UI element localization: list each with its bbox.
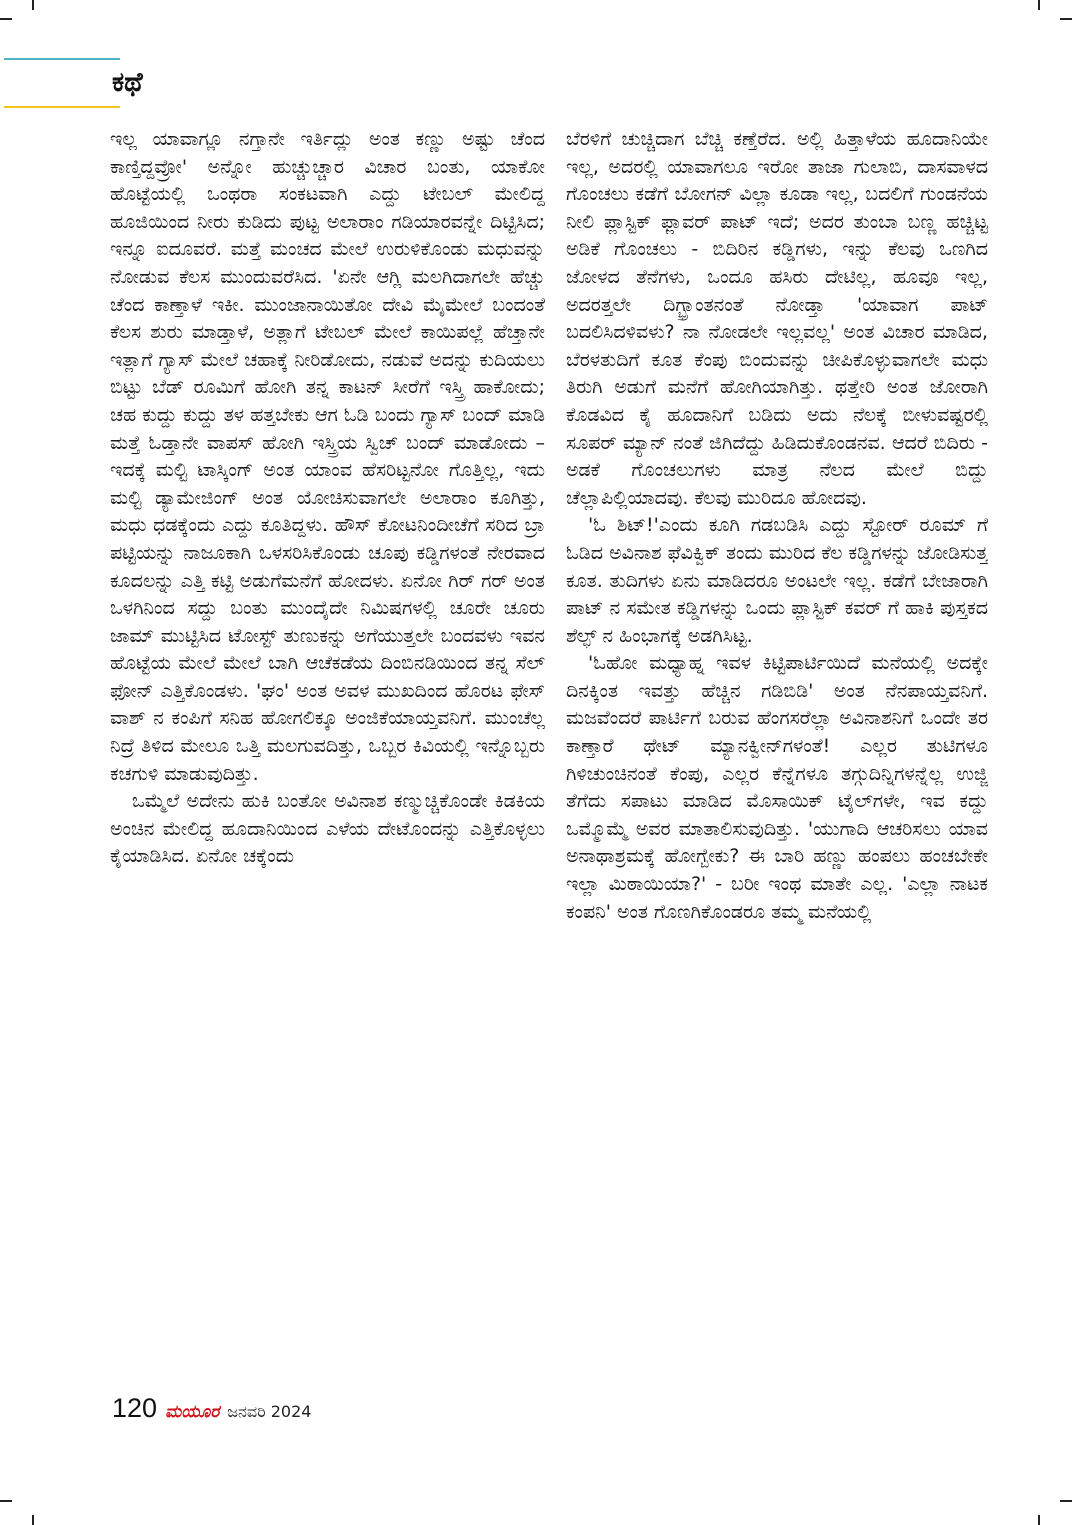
article-paragraph: 'ಓ ಶಿಟ್!'ಎಂದು ಕೂಗಿ ಗಡಬಡಿಸಿ ಎದ್ದು ಸ್ಟೋರ್ ರೂಮ್ ಗೆ ಓಡಿದ ಅವಿನಾಶ ಫೆವಿಕ್ವಿಕ್ ತಂದು ಮುರಿದ ಕೆಲ ಕಡ್ಡಿಗಳನ್ನು ಜೋಡಿಸುತ್ತ ಕೂತ. ತುದಿಗಳು ಏನು ಮಾಡಿದರೂ ಅಂಟಲೇ ಇಲ್ಲ. ಕಡೆಗೆ ಬೇಜಾರಾಗಿ ಪಾಟ್ ನ ಸಮೇತ ಕಡ್ಡಿಗಳನ್ನು ಒಂದು ಪ್ಲಾಸ್ಟಿಕ್ ಕವರ್ ಗೆ ಹಾಕಿ ಪುಸ್ತಕದ ಶೆಲ್ಫ್ ನ ಹಿಂಭಾಗಕ್ಕೆ ಅಡಗಿಸಿಟ್ಟ. xyxy=(566,514,988,647)
section-title: ಕಥೆ xyxy=(112,67,143,98)
crop-mark xyxy=(1038,0,1040,10)
crop-mark xyxy=(1038,1515,1040,1525)
article-paragraph: 'ಓಹೋ ಮಧ್ಯಾಹ್ನ ಇವಳ ಕಿಟ್ಟಿಪಾರ್ಟಿಯಿದೆ ಮನೆಯಲ್ಲಿ ಅದಕ್ಕೇ ದಿನಕ್ಕಿಂತ ಇವತ್ತು ಹೆಚ್ಚಿನ ಗಡಿಬಿಡಿ' ಅಂತ ನೆನಪಾಯ್ತವನಿಗೆ. ಮಜವೆಂದರೆ ಪಾರ್ಟಿಗೆ ಬರುವ ಹೆಂಗಸರೆಲ್ಲಾ ಅವಿನಾಶನಿಗೆ ಒಂದೇ ತರ ಕಾಣ್ತಾರೆ ಥೇಟ್ ಮ್ಯಾನಕ್ವೀನ್‌ಗಳಂತೆ! ಎಲ್ಲರ ತುಟಿಗಳೂ ಗಿಳಿಚುಂಚಿನಂತೆ ಕೆಂಪು, ಎಲ್ಲರ ಕೆನ್ನೆಗಳೂ ತಗ್ಗುದಿನ್ನಿಗಳನ್ನೆಲ್ಲ ಉಜ್ಜಿ ತೆಗೆದು ಸಪಾಟು ಮಾಡಿದ ಮೊಸಾಯಿಕ್ ಟೈಲ್‌ಗಳೇ, ಇವ ಕದ್ದು ಒಮ್ಮೊಮ್ಮೆ ಅವರ ಮಾತಾಲಿಸುವುದಿತ್ತು. 'ಯುಗಾದಿ ಆಚರಿಸಲು ಯಾವ ಅನಾಥಾಶ್ರಮಕ್ಕೆ ಹೋಗ್ಬೇಕು? ಈ ಬಾರಿ ಹಣ್ಣು ಹಂಪಲು ಹಂಚಬೇಕೇ ಇಲ್ಲಾ ಮಿಠಾಯಿಯಾ?' - ಬರೀ ಇಂಥ ಮಾತೇ ಎಲ್ಲ. 'ಎಲ್ಲಾ ನಾಟಕ ಕಂಪನಿ' ಅಂತ ಗೊಣಗಿಕೊಂಡರೂ ತಮ್ಮ ಮನೆಯಲ್ಲಿ xyxy=(566,652,988,923)
article-column-right xyxy=(566,126,988,1382)
page-number: 120 xyxy=(112,1393,158,1423)
article-column-left xyxy=(110,126,545,1382)
crop-mark xyxy=(0,18,12,20)
issue-date: ಜನವರಿ 2024 xyxy=(227,1402,312,1421)
article-paragraph: ಬೆರಳಿಗೆ ಚುಚ್ಚಿದಾಗ ಬೆಚ್ಚಿ ಕಣ್ತೆರೆದ. ಅಲ್ಲಿ ಹಿತ್ತಾಳೆಯ ಹೂದಾನಿಯೇ ಇಲ್ಲ, ಅದರಲ್ಲಿ ಯಾವಾಗಲೂ ಇರೋ ತಾಜಾ ಗುಲಾಬಿ, ದಾಸವಾಳದ ಗೊಂಚಲು ಕಡೆಗೆ ಬೋಗನ್ ವಿಲ್ಲಾ ಕೂಡಾ ಇಲ್ಲ, ಬದಲಿಗೆ ಗುಂಡನೆಯ ನೀಲಿ ಪ್ಲಾಸ್ಟಿಕ್ ಫ್ಲಾವರ್ ಪಾಟ್ ಇದೆ; ಅದರ ತುಂಬಾ ಬಣ್ಣ ಹಚ್ಚಿಟ್ಟ ಅಡಿಕೆ ಗೊಂಚಲು - ಬಿದಿರಿನ ಕಡ್ಡಿಗಳು, ಇನ್ನು ಕೆಲವು ಒಣಗಿದ ಜೋಳದ ತೆನೆಗಳು, ಒಂದೂ ಹಸಿರು ದೇಟಿಲ್ಲ, ಹೂವೂ ಇಲ್ಲ, ಅದರತ್ತಲೇ ದಿಗ್ಭ್ರಾಂತನಂತೆ ನೋಡ್ತಾ 'ಯಾವಾಗ ಪಾಟ್ ಬದಲಿಸಿದಳಿವಳು? ನಾ ನೋಡಲೇ ಇಲ್ಲವಲ್ಲ' ಅಂತ ವಿಚಾರ ಮಾಡಿದ, ಬೆರಳತುದಿಗೆ ಕೂತ ಕೆಂಪು ಬಿಂದುವನ್ನು ಚೀಪಿಕೊಳ್ಳುವಾಗಲೇ ಮಧು ತಿರುಗಿ ಅಡುಗೆ ಮನೆಗೆ ಹೋಗಿಯಾಗಿತ್ತು. ಥತ್ತೇರಿ ಅಂತ ಜೋರಾಗಿ ಕೊಡವಿದ ಕೈ ಹೂದಾನಿಗೆ ಬಡಿದು ಅದು ನೆಲಕ್ಕೆ ಬೀಳುವಷ್ಟರಲ್ಲಿ ಸೂಪರ್ ಮ್ಯಾನ್ ನಂತೆ ಜಿಗಿದೆದ್ದು ಹಿಡಿದುಕೊಂಡನವ. ಆದರೆ ಬಿದಿರು - ಅಡಕೆ ಗೊಂಚಲುಗಳು ಮಾತ್ರ ನೆಲದ ಮೇಲೆ ಬಿದ್ದು ಚೆಲ್ಲಾಪಿಲ್ಲಿಯಾದವು. ಕೆಲವು ಮುರಿದೂ ಹೋದವು. xyxy=(566,128,988,509)
magazine-logo: ಮಯೂರ xyxy=(165,1402,220,1422)
header-rule-bottom xyxy=(4,106,120,108)
crop-mark xyxy=(1060,1500,1072,1502)
page-footer xyxy=(112,1393,311,1427)
crop-mark xyxy=(32,1515,34,1525)
header-rule-top xyxy=(4,58,120,60)
article-paragraph: ಒಮ್ಮೆಲೆ ಅದೇನು ಹುಕಿ ಬಂತೋ ಅವಿನಾಶ ಕಣ್ಮುಚ್ಚಿಕೊಂಡೇ ಕಿಡಕಿಯ ಅಂಚಿನ ಮೇಲಿದ್ದ ಹೂದಾನಿಯಿಂದ ಎಳೆಯ ದೇಟೊಂದನ್ನು ಎತ್ತಿಕೊಳ್ಳಲು ಕೈಯಾಡಿಸಿದ. ಏನೋ ಚಕ್ಕೆಂದು xyxy=(110,790,545,868)
crop-mark xyxy=(32,0,34,10)
crop-mark xyxy=(0,1500,12,1502)
section-header-rules xyxy=(0,58,120,110)
article-paragraph: ಇಲ್ಲ ಯಾವಾಗ್ಲೂ ನಗ್ತಾನೇ ಇರ್ತಿದ್ಲು ಅಂತ ಕಣ್ಣು ಅಷ್ಟು ಚೆಂದ ಕಾಣ್ತಿದ್ದವ್ರೋ' ಅನ್ನೋ ಹುಚ್ಚುಚ್ಚಾರ ವಿಚಾರ ಬಂತು, ಯಾಕೋ ಹೊಟ್ಟೆಯಲ್ಲಿ ಒಂಥರಾ ಸಂಕಟವಾಗಿ ಎದ್ದು ಟೇಬಲ್ ಮೇಲಿದ್ದ ಹೂಜಿಯಿಂದ ನೀರು ಕುಡಿದು ಪುಟ್ಟ ಅಲಾರಾಂ ಗಡಿಯಾರವನ್ನೇ ದಿಟ್ಟಿಸಿದ; ಇನ್ನೂ ಐದೂವರೆ. ಮತ್ತೆ ಮಂಚದ ಮೇಲೆ ಉರುಳಿಕೊಂಡು ಮಧುವನ್ನು ನೋಡುವ ಕೆಲಸ ಮುಂದುವರೆಸಿದ. 'ಏನೇ ಆಗ್ಲಿ ಮಲಗಿದಾಗಲೇ ಹೆಚ್ಚು ಚೆಂದ ಕಾಣ್ತಾಳೆ ಇಕೀ. ಮುಂಜಾನಾಯಿತೋ ದೇವಿ ಮೈಮೇಲೆ ಬಂದಂತೆ ಕೆಲಸ ಶುರು ಮಾಡ್ತಾಳೆ, ಅತ್ಲಾಗೆ ಟೇಬಲ್ ಮೇಲೆ ಕಾಯಿಪಲ್ಲೆ ಹೆಚ್ತಾನೇ ಇತ್ಲಾಗೆ ಗ್ಯಾಸ್ ಮೇಲೆ ಚಹಾಕ್ಕೆ ನೀರಿಡೋದು, ನಡುವೆ ಅದನ್ನು ಕುದಿಯಲು ಬಿಟ್ಟು ಬೆಡ್ ರೂಮಿಗೆ ಹೋಗಿ ತನ್ನ ಕಾಟನ್ ಸೀರೆಗೆ ಇಸ್ತ್ರಿ ಹಾಕೋದು; ಚಹ ಕುದ್ದು ಕುದ್ದು ತಳ ಹತ್ತಬೇಕು ಆಗ ಓಡಿ ಬಂದು ಗ್ಯಾಸ್ ಬಂದ್ ಮಾಡಿ ಮತ್ತೆ ಓಡ್ತಾನೇ ವಾಪಸ್ ಹೋಗಿ ಇಸ್ತ್ರಿಯ ಸ್ವಿಚ್ ಬಂದ್ ಮಾಡೋದು – ಇದಕ್ಕೆ ಮಲ್ಟಿ ಟಾಸ್ಕಿಂಗ್ ಅಂತ ಯಾಂವ ಹೆಸರಿಟ್ಟನೋ ಗೊತ್ತಿಲ್ಲ, ಇದು ಮಲ್ಟಿ ಡ್ಯಾಮೇಜಿಂಗ್ ಅಂತ ಯೋಚಿಸುವಾಗಲೇ ಅಲಾರಾಂ ಕೂಗಿತ್ತು, ಮಧು ಧಡಕ್ಕೆಂದು ಎದ್ದು ಕೂತಿದ್ದಳು. ಹೌಸ್ ಕೋಟನಿಂದೀಚೆಗೆ ಸರಿದ ಬ್ರಾ ಪಟ್ಟಿಯನ್ನು ನಾಜೂಕಾಗಿ ಒಳಸರಿಸಿಕೊಂಡು ಚೂಪು ಕಡ್ಡಿಗಳಂತೆ ನೇರವಾದ ಕೂದಲನ್ನು ಎತ್ತಿ ಕಟ್ಟಿ ಅಡುಗೆಮನೆಗೆ ಹೋದಳು. ಏನೋ ಗಿರ್ ಗರ್ ಅಂತ ಒಳಗಿನಿಂದ ಸದ್ದು ಬಂತು ಮುಂದೈದೇ ನಿಮಿಷಗಳಲ್ಲಿ ಚೂರೇ ಚೂರು ಜಾಮ್ ಮುಟ್ಟಿಸಿದ ಟೋಸ್ಟ್ ತುಣುಕನ್ನು ಅಗೆಯುತ್ತಲೇ ಬಂದವಳು ಇವನ ಹೊಟ್ಟೆಯ ಮೇಲೆ ಮೇಲೆ ಬಾಗಿ ಆಚೆಕಡೆಯ ದಿಂಬಿನಡಿಯಿಂದ ತನ್ನ ಸೆಲ್ ಫೋನ್ ಎತ್ತಿಕೊಂಡಳು. 'ಘಂ' ಅಂತ ಅವಳ ಮುಖದಿಂದ ಹೊರಟ ಫೇಸ್ ವಾಶ್ ನ ಕಂಪಿಗೆ ಸನಿಹ ಹೋಗಲಿಕ್ಕೂ ಅಂಜಿಕೆಯಾಯ್ತವನಿಗೆ. ಮುಂಚೆಲ್ಲ ನಿದ್ರೆ ತಿಳಿದ ಮೇಲೂ ಒತ್ತಿ ಮಲಗುವದಿತ್ತು, ಒಬ್ಬರ ಕಿವಿಯಲ್ಲಿ ಇನ್ನೊಬ್ಬರು ಕಚಗುಳಿ ಮಾಡುವುದಿತ್ತು. xyxy=(110,128,545,785)
crop-mark xyxy=(1060,18,1072,20)
